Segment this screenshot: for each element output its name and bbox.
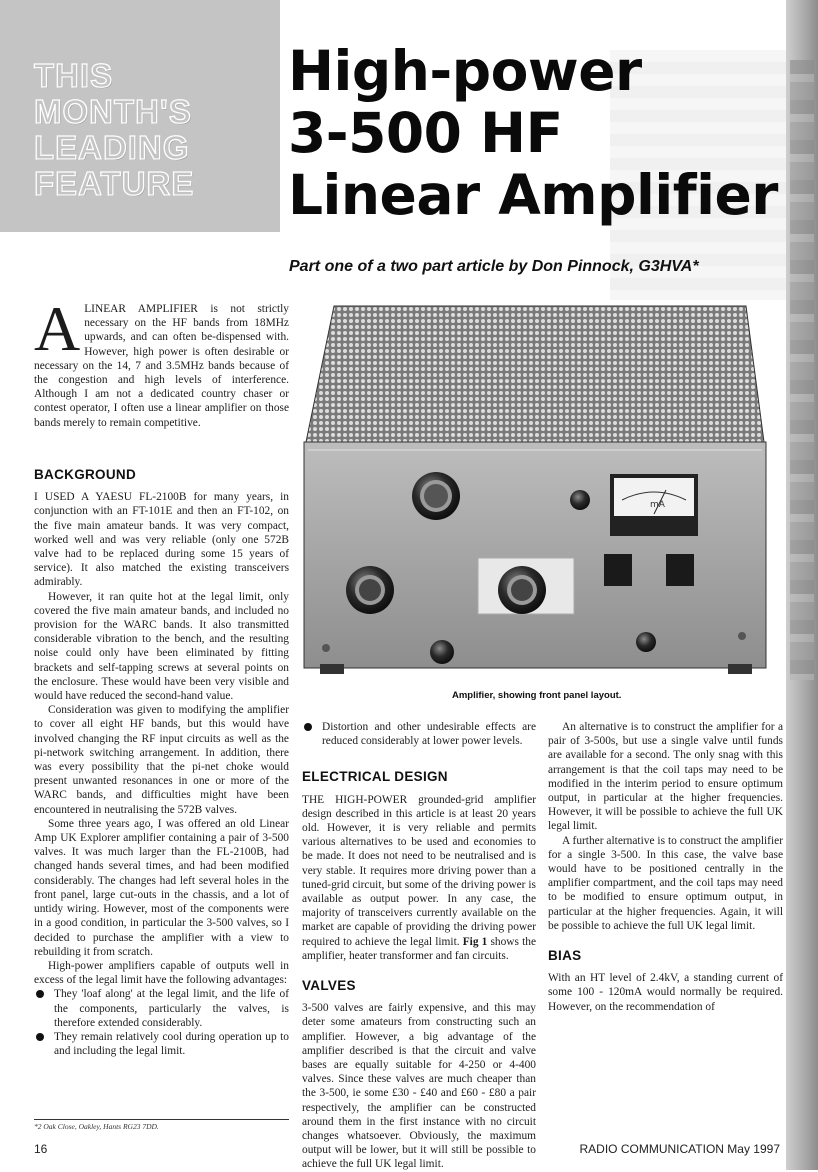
intro-paragraph (34, 293, 289, 430)
drop-cap: A (34, 293, 81, 364)
list-item-text: Distortion and other undesirable effects are reduced considerably at lower power levels. (322, 721, 536, 748)
title-line: High-power (288, 39, 642, 103)
body-paragraph: Consideration was given to modifying the amplifier to cover all eight HF bands, but this would have involved changing the RF input circuits as well as the pi-network switching arrangement. In addition, there was every possibility that the pi-net choke would present unwanted resonances in one or more of the WARC bands, and difficulties might have been encountered in neutralising the 572B valves. (34, 704, 289, 816)
section-heading-bias: BIAS (548, 948, 582, 964)
body-paragraph: However, it ran quite hot at the legal limit, only covered the five main amateur bands, and included no provision for the WARC bands. It also transmitted considerable vibration to the bench, and the resulting noise could only have been eliminated by fitting brackets and self-tapping screws at several points on the enclosure. These would have been very visible and would have reduced the second-hand value. (34, 590, 289, 703)
body-paragraph: 3-500 valves are fairly expensive, and this may deter some amateurs from constructing such an amplifier. However, a big advantage of the amplifier described is that the circuit and valve bases are equally suitable for 4-250 or 4-400 valves. Since these valves are much cheaper than the 3-500, ie some £30 - £40 and £60 - £80 a pair respectively, the amplifier can be constructed around them in the first instance with no circuit changes whatsoever. Obviously, the maximum output will be lower, but it will still be possible to achieve the full UK legal limit. (302, 1002, 536, 1171)
page-number: 16 (34, 1142, 48, 1156)
electrical-text-end: shows the amplifier, heater transformer and fan circuits. (302, 935, 536, 962)
article-title (288, 40, 788, 226)
body-paragraph (302, 793, 536, 963)
background-section (34, 456, 289, 1058)
intro-block (34, 293, 289, 430)
body-paragraph: Some three years ago, I was offered an old Linear Amp UK Explorer amplifier containing a pair of 3-500 valves. It was much larger than the FL-2100B, had changed hands several times, and had been modified considerably. The changes had left several holes in the front panel, large cut-outs in the chassis, and a lot of untidy wiring. However, most of the components were in a good condition, in particular the 3-500 valves, so I decided to purchase the amplifier with a view to rebuilding it from scratch. (34, 817, 289, 958)
article-byline: Part one of a two part article by Don Pinnock, G3HVA* (289, 258, 699, 275)
photo-caption: Amplifier, showing front panel layout. (452, 690, 622, 701)
bullet-icon (36, 990, 44, 998)
meter-label: mA (650, 500, 665, 510)
running-footer: RADIO COMMUNICATION May 1997 (579, 1142, 780, 1156)
body-paragraph: High-power amplifiers capable of outputs well in excess of the legal limit have the following advantages: (34, 959, 289, 987)
list-item (302, 720, 536, 748)
bullet-icon (304, 723, 312, 731)
electrical-text: THE HIGH-POWER grounded-grid amplifier design described in this article is at least 20 years old. However, it is very reliable and permits various alternatives to be used and economies to be made. It does not need to be neutralised and is very stable. It requires more driving power than a tuned-grid circuit, but some of the driving power is available as output power. In any case, the majority of transceivers currently available on the market are capable of providing the driving power required to achieve the legal limit. (302, 793, 536, 948)
kicker-line: MONTH'S (34, 93, 192, 130)
body-paragraph: I USED A YAESU FL-2100B for many years, in conjunction with an FT-101E and then an FT-102, on the five main amateur bands. It was very compact, worked well and was very reliable (only one 572B valve had to be replaced during some 15 years of service). It also matched the existing transceivers admirably. (34, 491, 289, 589)
feature-kicker (34, 58, 234, 202)
list-item (34, 1030, 289, 1058)
figure-reference: Fig 1 (462, 935, 488, 948)
kicker-line: THIS (34, 57, 114, 94)
page-edge-strip (786, 0, 818, 1170)
author-address-footnote: *2 Oak Close, Oakley, Hants RG23 7DD. (34, 1122, 159, 1131)
body-paragraph: An alternative is to construct the amplifier for a pair of 3-500s, but use a single valve until funds are available for a second. The only snag with this arrangement is that the coil taps may need to be modified in the interim period to ensure optimum output, in particular at the higher frequencies. However, it will be possible to achieve the full UK legal limit. (548, 721, 783, 833)
footnote-rule (34, 1119, 289, 1120)
intro-text: LINEAR AMPLIFIER is not strictly necessary on the HF bands from 18MHz upwards, and can often be-dispensed with. However, high power is often desirable or necessary on the 14, 7 and 3.5MHz bands because of the congestion and high levels of interference. Although I am not a dedicated country chaser or contest operator, I often use a linear amplifier on those bands merely to remain competitive. (34, 303, 289, 429)
list-item (34, 987, 289, 1030)
section-heading-background: BACKGROUND (34, 467, 136, 482)
body-paragraph: With an HT level of 2.4kV, a standing current of some 100 - 120mA would normally be required. However, on the recommendation of (548, 972, 783, 1013)
body-paragraph: A further alternative is to construct the amplifier for a single 3-500. In this case, the valve base would have to be positioned centrally in the amplifier compartment, and the coil taps may need to be modified to ensure optimum output, in particular at the higher frequencies. Again, it will be possible to achieve the full UK legal limit. (548, 834, 783, 932)
list-item-text: They 'loaf along' at the legal limit, and the life of the components, particularly the valves, is therefore extended considerably. (54, 988, 289, 1029)
kicker-line: LEADING (34, 129, 190, 166)
column-two (302, 720, 536, 1172)
kicker-line: FEATURE (34, 165, 195, 202)
title-line: Linear Amplifier (288, 163, 778, 227)
section-heading-electrical: ELECTRICAL DESIGN (302, 769, 448, 785)
title-line: 3-500 HF (288, 101, 563, 165)
advantages-list-continued (302, 720, 536, 748)
amplifier-photo (300, 300, 770, 684)
advantages-list (34, 987, 289, 1058)
section-heading-valves: VALVES (302, 978, 356, 994)
bullet-icon (36, 1033, 44, 1041)
column-three (548, 720, 783, 1014)
list-item-text: They remain relatively cool during operation up to and including the legal limit. (54, 1030, 289, 1058)
